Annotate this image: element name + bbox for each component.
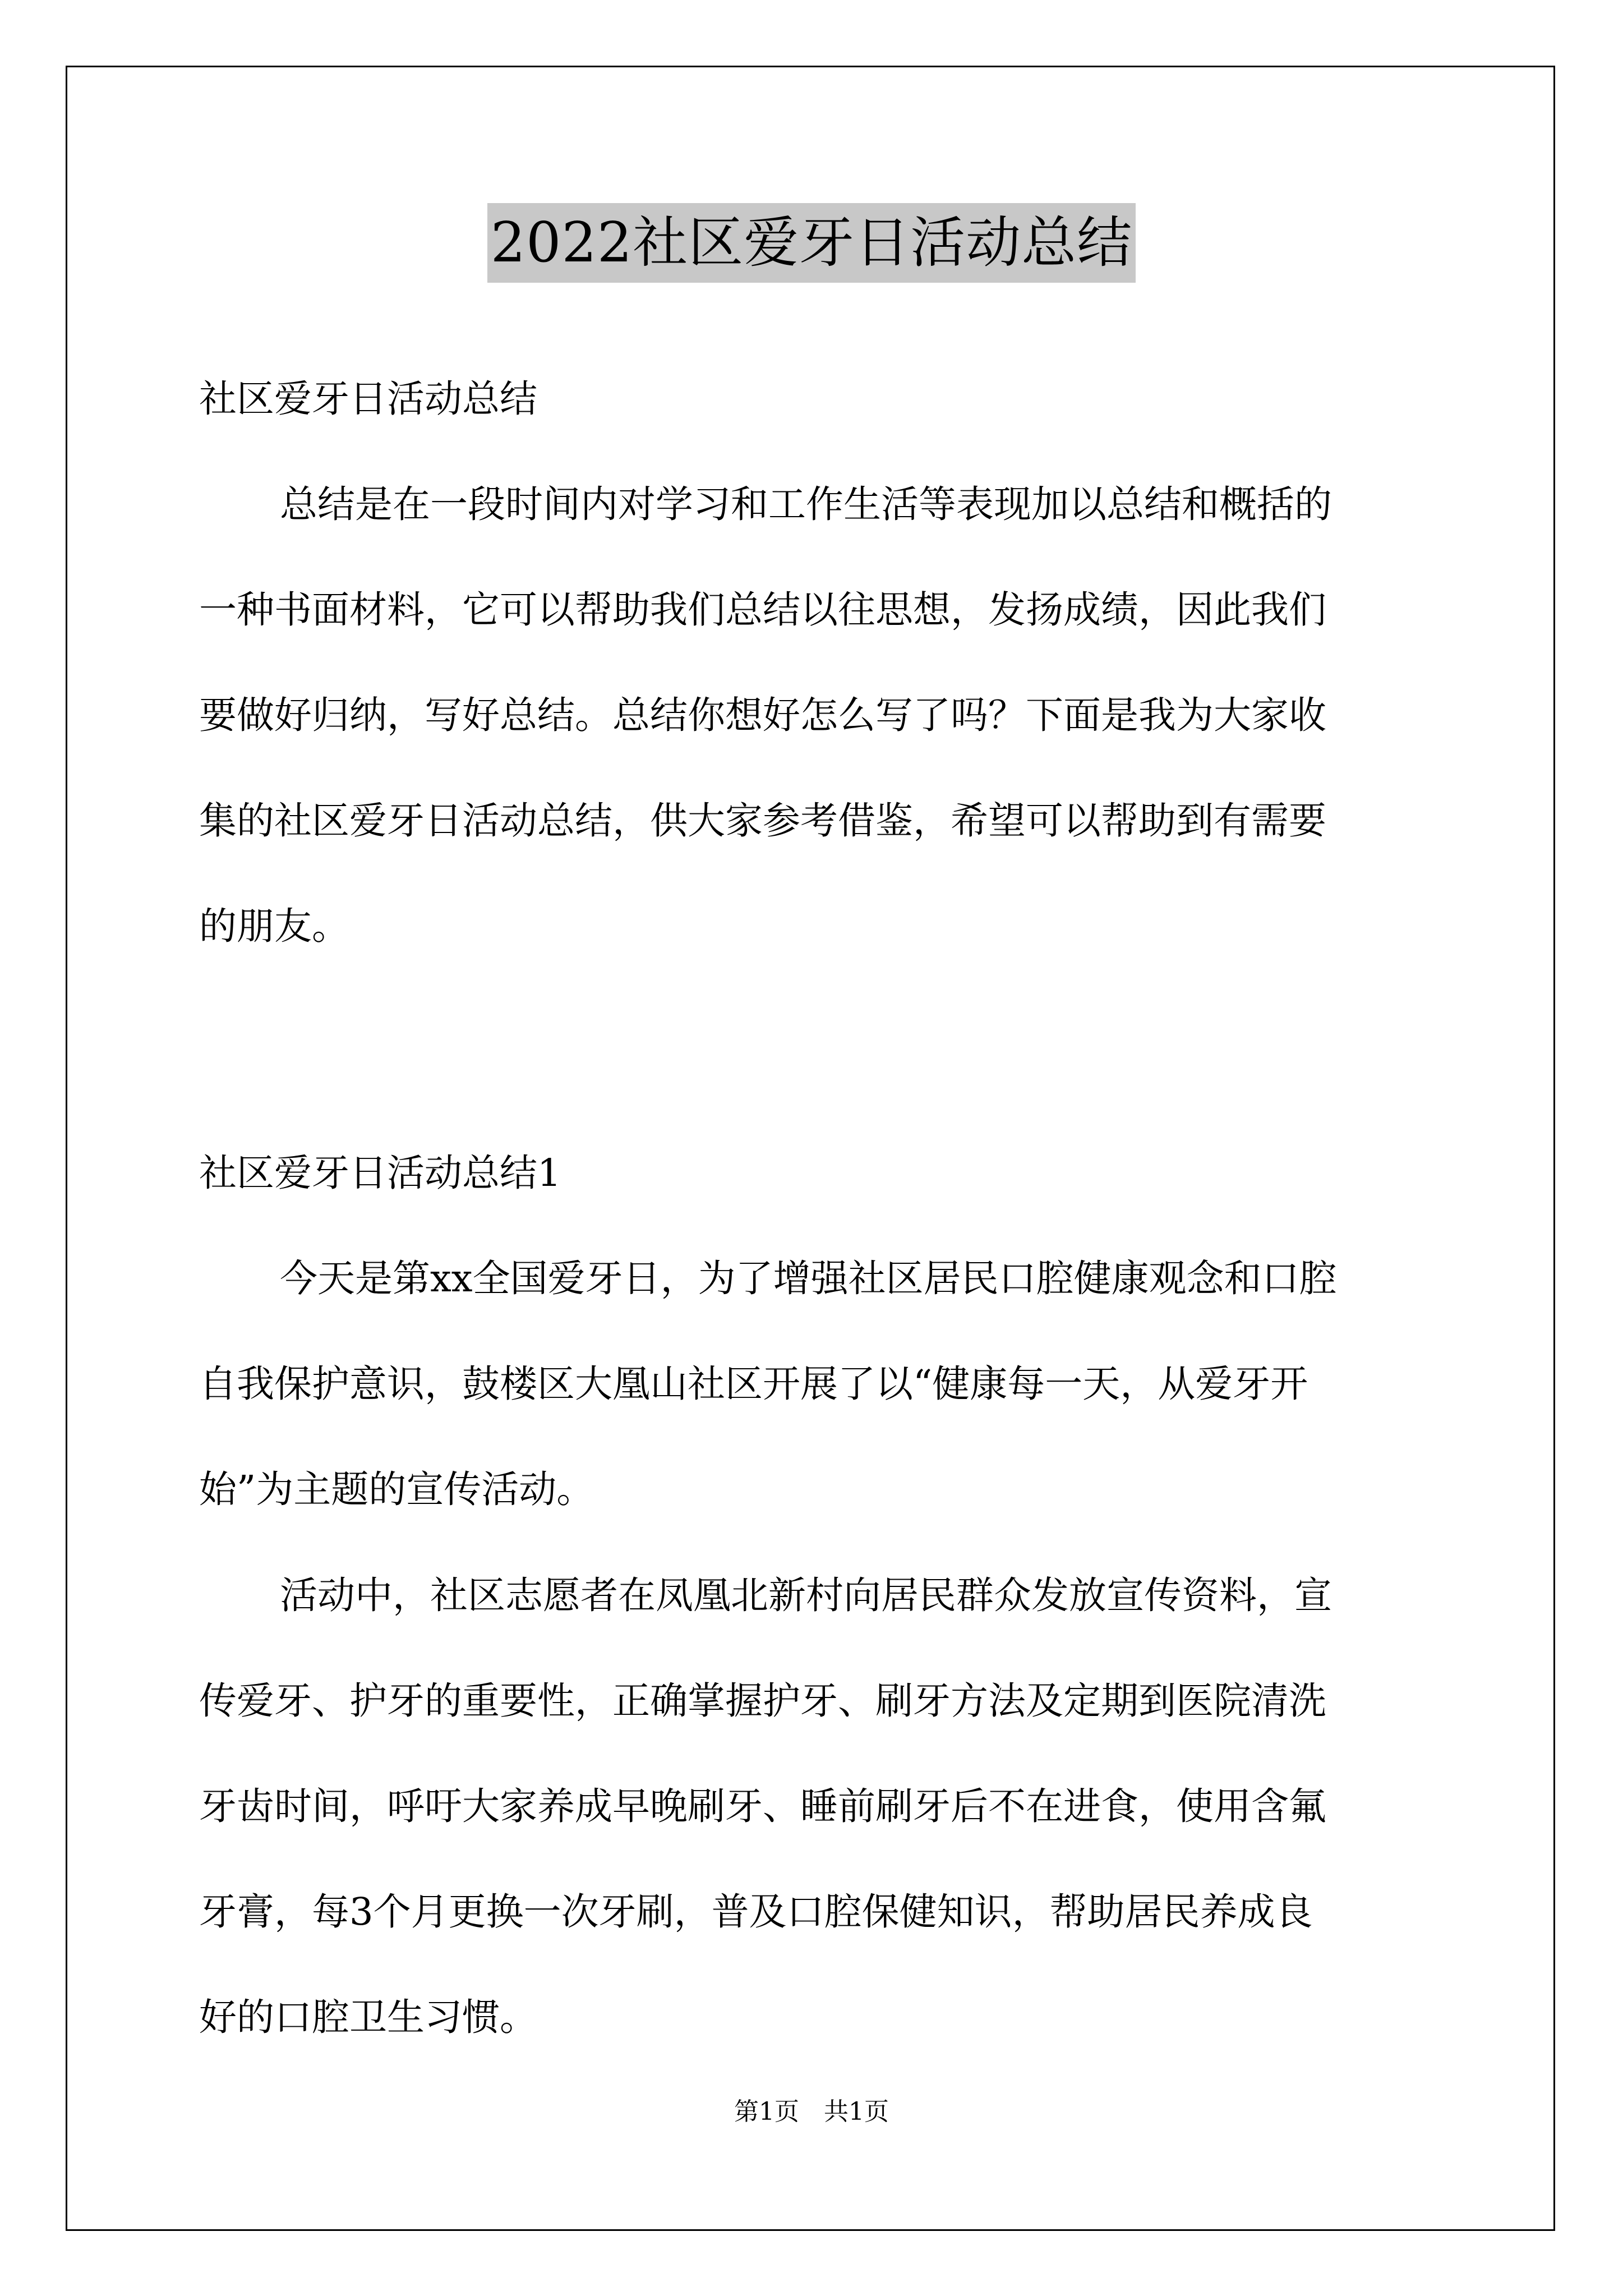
paragraph-line: 传爱牙、护牙的重要性，正确掌握护牙、刷牙方法及定期到医院清洗 xyxy=(199,1679,1326,1723)
section-paragraph-2 xyxy=(199,1543,1427,2070)
intro-paragraph xyxy=(199,452,1427,979)
paragraph-line: 要做好归纳，写好总结。总结你想好怎么写了吗？下面是我为大家收 xyxy=(199,693,1326,737)
subtitle-block xyxy=(199,346,1427,452)
section-paragraph-1 xyxy=(199,1226,1427,1542)
paragraph-line: 牙齿时间，呼吁大家养成早晚刷牙、睡前刷牙后不在进食，使用含氟 xyxy=(199,1784,1326,1828)
paragraph-line: 的朋友。 xyxy=(199,904,349,948)
paragraph-line: 集的社区爱牙日活动总结，供大家参考借鉴，希望可以帮助到有需要 xyxy=(199,799,1326,843)
paragraph-line: 始”为主题的宣传活动。 xyxy=(199,1467,594,1511)
document-title: 2022社区爱牙日活动总结 xyxy=(487,203,1136,283)
paragraph-line: 今天是第xx全国爱牙日，为了增强社区居民口腔健康观念和口腔 xyxy=(280,1257,1337,1300)
document-subtitle: 社区爱牙日活动总结 xyxy=(199,377,537,421)
section-heading: 社区爱牙日活动总结1 xyxy=(199,1151,561,1195)
paragraph-line: 一种书面材料，它可以帮助我们总结以往思想，发扬成绩，因此我们 xyxy=(199,588,1326,632)
title-container xyxy=(0,203,1623,283)
page-footer: 第1页 共1页 xyxy=(734,2097,889,2126)
paragraph-line: 总结是在一段时间内对学习和工作生活等表现加以总结和概括的 xyxy=(280,482,1332,526)
paragraph-line: 牙膏，每3个月更换一次牙刷，普及口腔保健知识，帮助居民养成良 xyxy=(199,1890,1313,1934)
section-heading-block xyxy=(199,1120,1427,1226)
paragraph-line: 好的口腔卫生习惯。 xyxy=(199,1995,537,2039)
paragraph-line: 自我保护意识，鼓楼区大凰山社区开展了以“健康每一天，从爱牙开 xyxy=(199,1362,1308,1406)
paragraph-line: 活动中，社区志愿者在凤凰北新村向居民群众发放宣传资料，宣 xyxy=(280,1573,1332,1617)
